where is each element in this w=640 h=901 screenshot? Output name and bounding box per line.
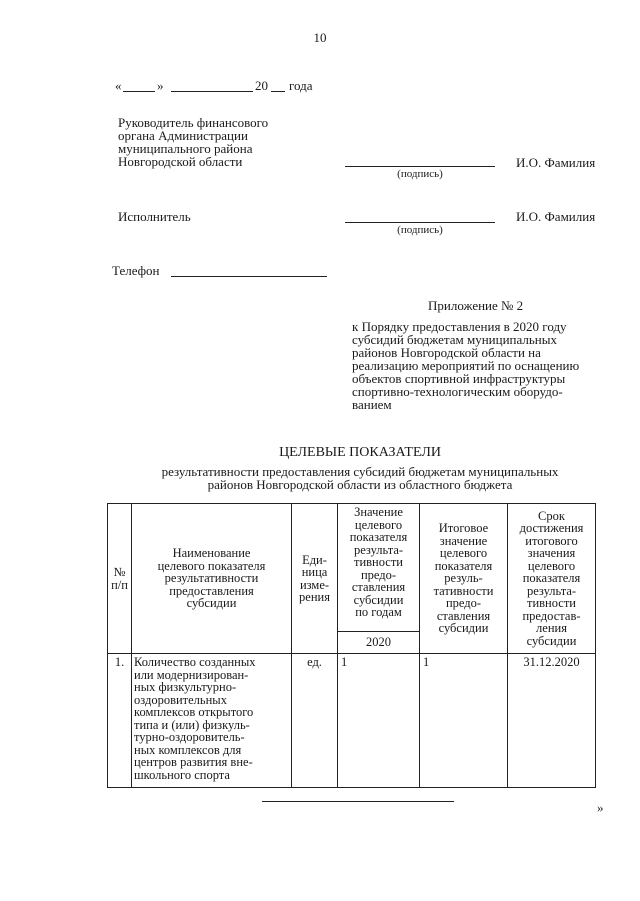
- head-title-line: органа Администрации: [118, 128, 248, 143]
- row-name-line: типа и (или) физкуль-: [134, 717, 250, 732]
- header-num-line: №: [113, 565, 126, 579]
- header-total-line: ставления: [436, 608, 491, 623]
- executor-title: Исполнитель: [118, 209, 191, 224]
- document-subtitle-line: результативности предоставления субсидий бюджетам муниципальных: [161, 464, 559, 479]
- date-line: [115, 78, 335, 94]
- header-total-line: тативности: [433, 583, 494, 598]
- header-total-line: резуль-: [444, 571, 483, 586]
- appendix-line: спортивно-технологическим оборудо-: [352, 384, 563, 399]
- header-total-line: Итоговое: [438, 521, 489, 536]
- header-unit-line: ница: [301, 565, 328, 579]
- bottom-rule: [262, 801, 454, 802]
- header-num-line: п/п: [111, 577, 128, 592]
- header-total-line: значение: [439, 533, 488, 548]
- appendix-line: к Порядку предоставления в 2020 году: [352, 319, 567, 334]
- header-deadline-line: результа-: [526, 583, 577, 598]
- header-deadline-line: значения: [527, 546, 576, 561]
- head-signature-line: [345, 166, 495, 167]
- header-name-line: результативности: [164, 571, 259, 586]
- row-name-line: оздоровительных: [134, 692, 227, 707]
- executor-signature-caption: (подпись): [397, 224, 443, 236]
- header-total-line: предо-: [445, 596, 482, 611]
- row-name-line: ных физкультурно-: [134, 680, 237, 694]
- header-total-line: субсидии: [438, 621, 489, 636]
- header-deadline-line: Срок: [538, 508, 565, 523]
- header-name-line: целевого показателя: [157, 558, 266, 573]
- row-name-line: или модернизирован-: [134, 667, 249, 682]
- appendix-text: [352, 320, 612, 411]
- header-deadline-line: тивности: [526, 596, 576, 611]
- row-value-2020: 1: [338, 654, 420, 788]
- header-unit-line: Еди-: [302, 552, 327, 567]
- header-deadline-line: субсидии: [526, 633, 577, 648]
- header-deadline: [508, 504, 596, 654]
- appendix-line: ванием: [352, 397, 392, 412]
- appendix-line: районов Новгородской области на: [352, 345, 541, 360]
- head-signature-caption: (подпись): [397, 168, 443, 180]
- head-title-line: муниципального района: [118, 141, 253, 156]
- document-subtitle: [100, 465, 620, 491]
- header-deadline-line: достижения: [519, 521, 584, 536]
- month-blank: [171, 91, 253, 92]
- day-blank: [123, 91, 155, 92]
- head-title-line: Руководитель финансового: [118, 115, 269, 130]
- header-value-line: целевого: [354, 517, 403, 532]
- header-value-line: по годам: [355, 605, 402, 619]
- row-total: 1: [420, 654, 508, 788]
- header-deadline-line: ления: [536, 621, 567, 636]
- executor-signature-line: [345, 222, 495, 223]
- header-name-line: Наименование: [172, 546, 251, 561]
- header-name-line: субсидии: [186, 596, 237, 611]
- header-year: 2020: [338, 632, 420, 654]
- row-name: [132, 654, 292, 788]
- appendix-title: Приложение № 2: [428, 298, 524, 313]
- header-total-line: целевого: [439, 546, 488, 561]
- page-number: 10: [313, 30, 327, 45]
- head-title: [118, 116, 268, 168]
- header-unit-line: изме-: [299, 577, 330, 592]
- appendix-line: субсидий бюджетам муниципальных: [352, 332, 557, 347]
- appendix-line: реализацию мероприятий по оснащению: [352, 358, 580, 373]
- header-value-line: результа-: [353, 542, 404, 557]
- header-value-line: ставления: [351, 580, 406, 594]
- header-unit-line: рения: [299, 590, 330, 604]
- indicators-table: [107, 503, 596, 788]
- executor-name: И.О. Фамилия: [516, 209, 596, 224]
- header-deadline-line: предостав-: [522, 608, 581, 623]
- document-title: ЦЕЛЕВЫЕ ПОКАЗАТЕЛИ: [279, 445, 441, 460]
- header-total: [420, 504, 508, 654]
- head-title-line: Новгородской области: [118, 154, 243, 169]
- row-name-line: центров развития вне-: [134, 755, 253, 769]
- document-subtitle-line: районов Новгородской области из областного бюджета: [207, 477, 513, 492]
- row-unit: ед.: [292, 654, 338, 788]
- header-num: [108, 504, 132, 654]
- row-name-line: Количество созданных: [134, 655, 256, 669]
- phone-label: Телефон: [112, 263, 160, 278]
- table-row: [108, 654, 596, 788]
- year-blank: [271, 91, 285, 92]
- year-suffix: года: [289, 78, 313, 93]
- header-value-line: субсидии: [353, 592, 404, 607]
- header-value-line: Значение: [354, 505, 403, 519]
- table-header-row: [108, 504, 596, 632]
- head-name: И.О. Фамилия: [516, 155, 596, 170]
- date-close-quote: »: [157, 78, 164, 93]
- header-deadline-line: целевого: [527, 558, 576, 573]
- closing-quote: »: [597, 800, 604, 815]
- row-name-line: турно-оздоровитель-: [134, 730, 245, 744]
- header-value-line: предо-: [360, 567, 397, 582]
- header-unit: [292, 504, 338, 654]
- header-name-line: предоставления: [169, 583, 254, 598]
- header-deadline-line: итогового: [525, 533, 578, 548]
- header-value-line: показателя: [349, 530, 408, 544]
- header-name: [132, 504, 292, 654]
- row-deadline: 31.12.2020: [508, 654, 596, 788]
- header-value: [338, 504, 420, 632]
- header-value-line: тивности: [353, 555, 403, 569]
- appendix-line: объектов спортивной инфраструктуры: [352, 371, 566, 386]
- header-total-line: показателя: [434, 558, 493, 573]
- phone-line: [171, 276, 327, 277]
- row-name-line: школьного спорта: [134, 767, 230, 782]
- date-open-quote: «: [115, 78, 122, 93]
- row-name-line: комплексов открытого: [134, 705, 254, 719]
- row-num: 1.: [108, 654, 132, 788]
- year-prefix: 20: [255, 78, 268, 93]
- row-name-line: ных комплексов для: [134, 742, 242, 757]
- header-deadline-line: показателя: [522, 571, 581, 586]
